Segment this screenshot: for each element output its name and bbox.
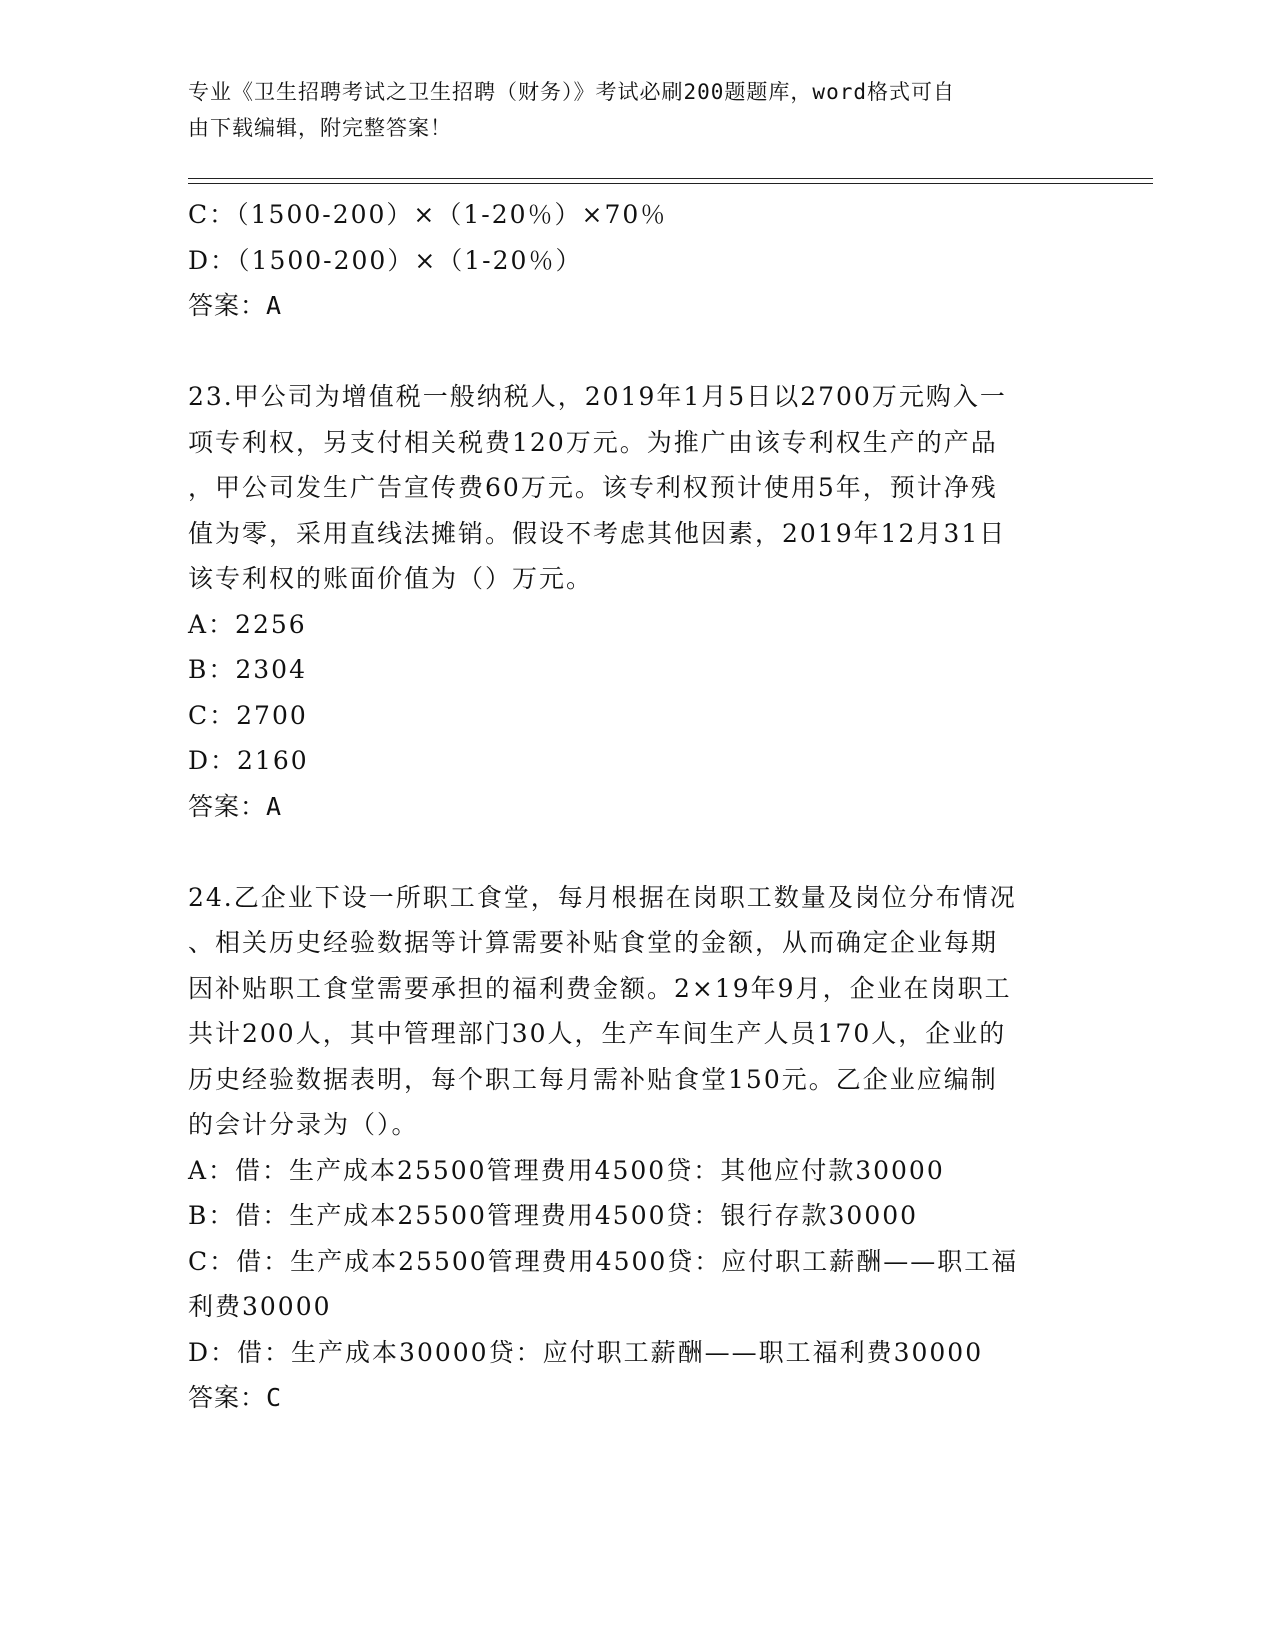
question-22-block bbox=[188, 192, 1088, 329]
q23-stem-line: ，甲公司发生广告宣传费60万元。该专利权预计使用5年，预计净残 bbox=[188, 473, 998, 502]
q24-stem-line: 共计200人，其中管理部门30人，生产车间生产人员170人，企业的 bbox=[188, 1019, 1007, 1048]
q24-stem-line: 因补贴职工食堂需要承担的福利费金额。2×19年9月，企业在岗职工 bbox=[188, 973, 1012, 1003]
q23-option-b: B：2304 bbox=[188, 655, 307, 684]
q23-stem-line: 23.甲公司为增值税一般纳税人，2019年1月5日以2700万元购入一 bbox=[188, 382, 1007, 411]
q23-stem-line: 值为零，采用直线法摊销。假设不考虑其他因素，2019年12月31日 bbox=[188, 518, 1007, 548]
q24-stem-line: 的会计分录为（）。 bbox=[188, 1110, 419, 1139]
spacer bbox=[188, 329, 1088, 375]
q23-stem-line: 项专利权，另支付相关税费120万元。为推广由该专利权生产的产品 bbox=[188, 427, 998, 457]
q23-stem-line: 该专利权的账面价值为（）万元。 bbox=[188, 564, 594, 593]
header-line-1: 专业《卫生招聘考试之卫生招聘（财务）》考试必刷200题题库，word格式可自 bbox=[188, 80, 955, 104]
header-line-2: 由下载编辑，附完整答案！ bbox=[188, 116, 452, 140]
q23-answer: 答案：A bbox=[188, 791, 283, 821]
document-header bbox=[188, 74, 1088, 146]
q24-option-d: D：借：生产成本30000贷：应付职工薪酬——职工福利费30000 bbox=[188, 1337, 984, 1367]
q24-option-a: A：借：生产成本25500管理费用4500贷：其他应付款30000 bbox=[188, 1155, 945, 1185]
q24-stem-line: 、相关历史经验数据等计算需要补贴食堂的金额，从而确定企业每期 bbox=[188, 928, 999, 957]
header-divider-top bbox=[188, 178, 1153, 179]
q22-option-d: D：（1500-200）×（1-20％） bbox=[188, 245, 583, 275]
q22-answer: 答案：A bbox=[188, 291, 283, 320]
q23-option-c: C：2700 bbox=[188, 700, 308, 730]
header-divider-bottom bbox=[188, 183, 1153, 184]
document-body bbox=[188, 192, 1088, 1421]
q24-stem-line: 24.乙企业下设一所职工食堂，每月根据在岗职工数量及岗位分布情况 bbox=[188, 882, 1017, 912]
q24-option-c-line-2: 利费30000 bbox=[188, 1292, 332, 1321]
q24-stem-line: 历史经验数据表明，每个职工每月需补贴食堂150元。乙企业应编制 bbox=[188, 1064, 998, 1094]
q23-option-d: D：2160 bbox=[188, 746, 309, 775]
q24-option-b: B：借：生产成本25500管理费用4500贷：银行存款30000 bbox=[188, 1201, 919, 1230]
question-24-block bbox=[188, 875, 1088, 1421]
q23-option-a: A：2256 bbox=[188, 609, 307, 639]
q24-answer: 答案：C bbox=[188, 1383, 283, 1412]
question-23-block bbox=[188, 374, 1088, 829]
q24-option-c-line-1: C：借：生产成本25500管理费用4500贷：应付职工薪酬——职工福 bbox=[188, 1246, 1019, 1276]
spacer bbox=[188, 829, 1088, 875]
q22-option-c: C：（1500-200）×（1-20％）×70％ bbox=[188, 200, 668, 229]
